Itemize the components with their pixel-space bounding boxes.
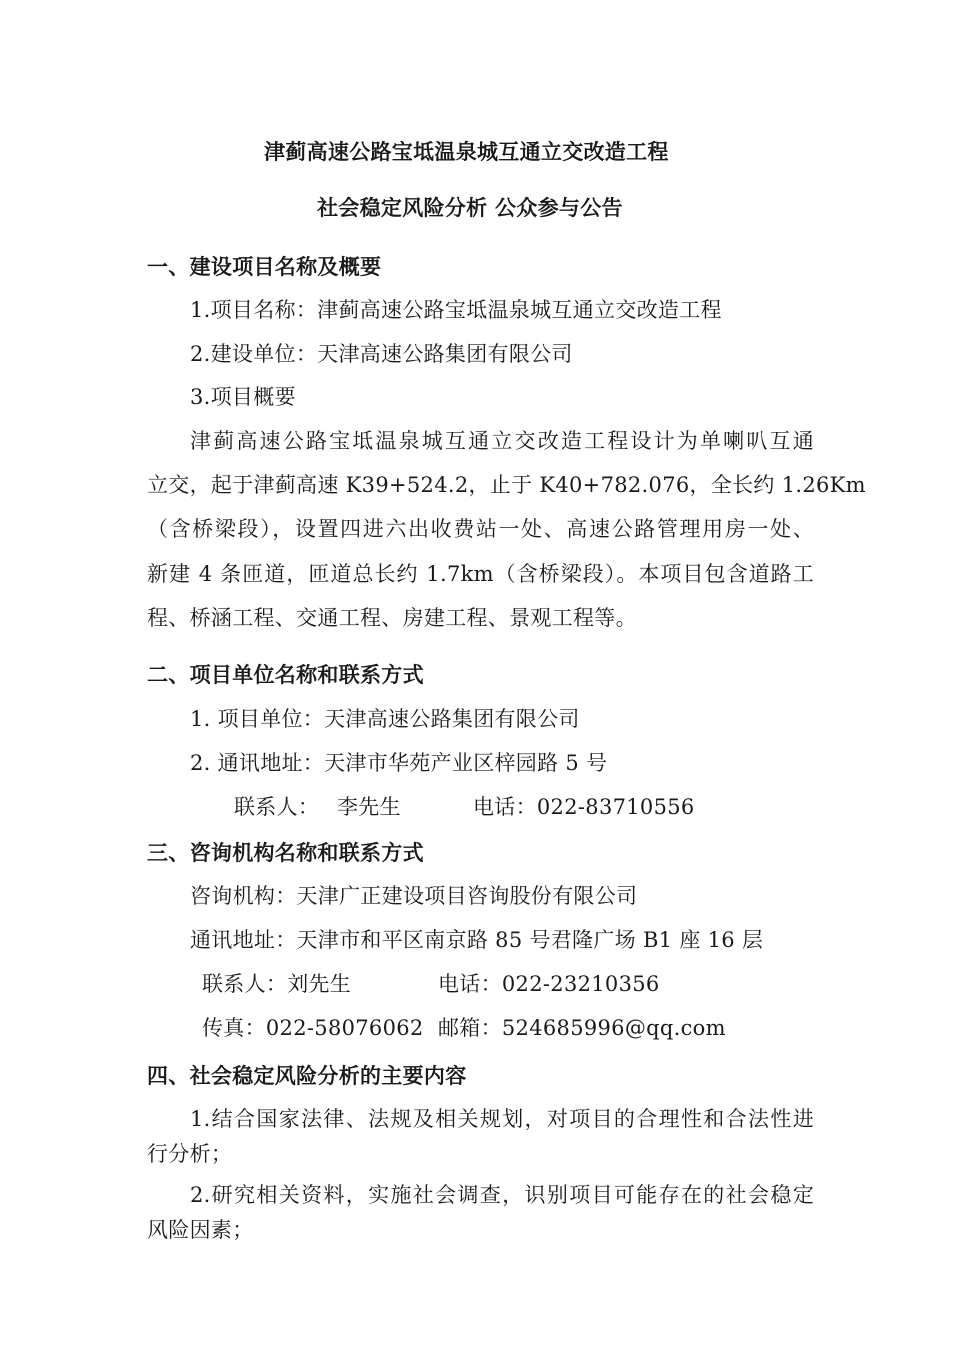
section3-email: 邮箱：524685996@qq.com: [438, 1016, 726, 1040]
section1-summary-line: （含桥梁段），设置四进六出收费站一处、高速公路管理用房一处、: [147, 517, 814, 541]
section4-item2-line1: 2.研究相关资料，实施社会调查，识别项目可能存在的社会稳定: [190, 1183, 814, 1207]
section4-heading: 四、社会稳定风险分析的主要内容: [147, 1064, 467, 1088]
section2-heading: 二、项目单位名称和联系方式: [147, 663, 424, 687]
section4-item1-line1: 1.结合国家法律、法规及相关规划，对项目的合理性和合法性进: [190, 1107, 814, 1131]
section3-heading: 三、咨询机构名称和联系方式: [147, 841, 424, 865]
section3-fax: 传真：022-58076062: [202, 1016, 424, 1040]
document-title-line1: 津蓟高速公路宝坻温泉城互通立交改造工程: [264, 140, 669, 164]
section3-contact: 联系人：刘先生: [202, 972, 352, 996]
section3-phone: 电话：022-23210356: [438, 972, 660, 996]
section1-summary-line: 程、桥涵工程、交通工程、房建工程、景观工程等。: [147, 606, 637, 630]
section2-contact-label: 联系人：: [234, 795, 320, 819]
section2-phone: 电话：022-83710556: [473, 795, 695, 819]
section1-item2: 2.建设单位：天津高速公路集团有限公司: [190, 342, 573, 366]
section1-summary-line: 立交，起于津蓟高速 K39+524.2，止于 K40+782.076，全长约 1.26Km: [147, 473, 866, 497]
section4-item2-line2: 风险因素；: [147, 1218, 254, 1242]
section1-heading: 一、建设项目名称及概要: [147, 255, 382, 279]
section2-address: 2. 通讯地址：天津市华苑产业区梓园路 5 号: [190, 751, 608, 775]
section2-unit: 1. 项目单位：天津高速公路集团有限公司: [190, 707, 580, 731]
section3-org: 咨询机构：天津广正建设项目咨询股份有限公司: [190, 884, 638, 908]
section2-contact-name: 李先生: [337, 795, 401, 819]
section1-summary-line: 新建 4 条匝道，匝道总长约 1.7km（含桥梁段）。本项目包含道路工: [147, 562, 814, 586]
document-title-line2: 社会稳定风险分析 公众参与公告: [317, 196, 623, 220]
section1-item1: 1.项目名称：津蓟高速公路宝坻温泉城互通立交改造工程: [190, 298, 722, 322]
section1-summary-line: 津蓟高速公路宝坻温泉城互通立交改造工程设计为单喇叭互通: [190, 429, 814, 453]
section4-item1-line2: 行分析；: [147, 1142, 233, 1166]
section3-address: 通讯地址：天津市和平区南京路 85 号君隆广场 B1 座 16 层: [190, 928, 764, 952]
section1-item3: 3.项目概要: [190, 385, 296, 409]
